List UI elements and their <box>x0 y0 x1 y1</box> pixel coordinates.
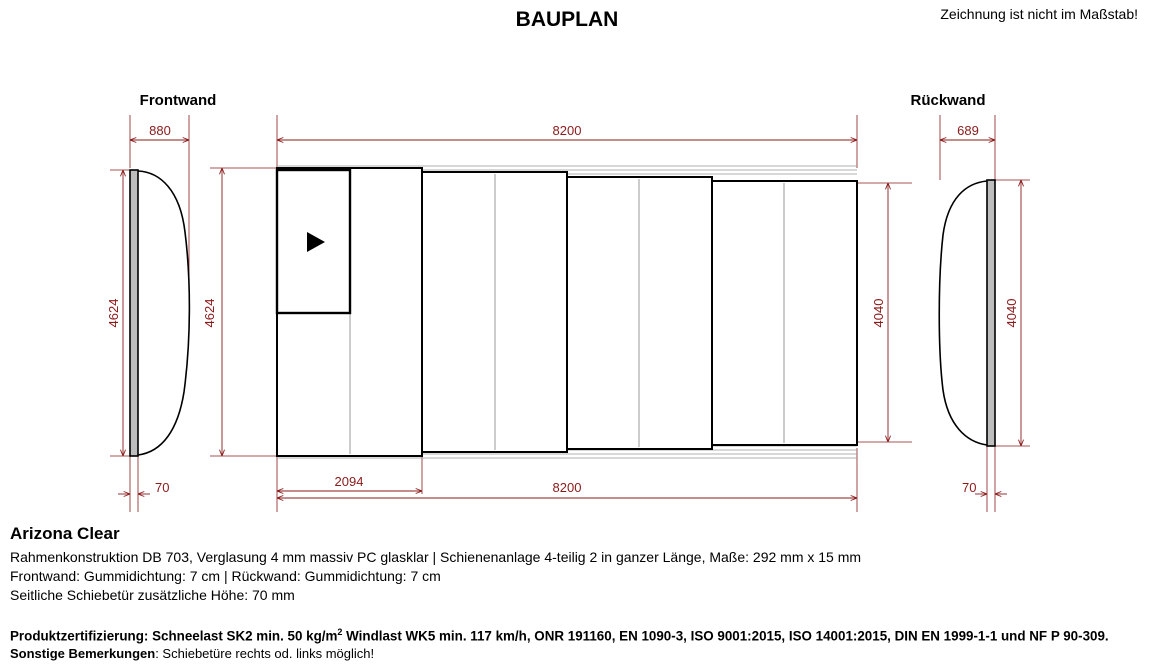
certification-line <box>10 627 1109 643</box>
segment-3 <box>567 177 712 449</box>
front-height-outer-label: 4624 <box>106 298 121 328</box>
spec-line-3: Seitliche Schiebetür zusätzliche Höhe: 70 mm <box>10 587 295 603</box>
product-name: Arizona Clear <box>10 524 120 543</box>
certification-superscript: 2 <box>337 627 343 637</box>
front-wall-label: Frontwand <box>139 92 217 109</box>
total-length-bottom-label: 8200 <box>552 480 582 495</box>
remarks-line <box>10 646 374 661</box>
front-wall-profile <box>130 170 189 456</box>
total-length-top-label: 8200 <box>552 123 582 138</box>
back-depth-label: 689 <box>957 123 979 138</box>
front-gasket-label: 70 <box>155 480 170 495</box>
segment-4 <box>712 181 857 445</box>
scale-note: Zeichnung ist nicht im Maßstab! <box>940 6 1138 22</box>
segment-2 <box>422 172 567 452</box>
page-title: BAUPLAN <box>515 8 619 31</box>
sliding-door <box>277 170 350 313</box>
door-width-label: 2094 <box>334 474 364 489</box>
remarks-text: : Schiebetüre rechts od. links möglich! <box>155 646 375 661</box>
certification-text-a: Produktzertifizierung: Schneelast SK2 min. 50 kg/m <box>10 628 338 644</box>
back-wall-label: Rückwand <box>910 92 986 109</box>
spec-line-1: Rahmenkonstruktion DB 703, Verglasung 4 mm massiv PC glasklar | Schienenanlage 4-teilig 2 in ganzer Länge, Maße: 292 mm x 15 mm <box>10 549 862 565</box>
back-height-outer-label: 4040 <box>1004 298 1019 328</box>
back-wall-profile <box>939 180 995 446</box>
front-height-inner-label: 4624 <box>202 298 217 328</box>
back-gasket-label: 70 <box>962 480 977 495</box>
front-depth-label: 880 <box>149 123 171 138</box>
back-height-inner-label: 4040 <box>871 298 886 328</box>
remarks-label: Sonstige Bemerkungen <box>10 646 156 661</box>
spec-line-2: Frontwand: Gummidichtung: 7 cm | Rückwand: Gummidichtung: 7 cm <box>10 568 441 584</box>
certification-text-b: Windlast WK5 min. 117 km/h, ONR 191160, EN 1090-3, ISO 9001:2015, ISO 14001:2015, DIN EN 1999-1-1 und NF P 90-309. <box>342 628 1109 644</box>
